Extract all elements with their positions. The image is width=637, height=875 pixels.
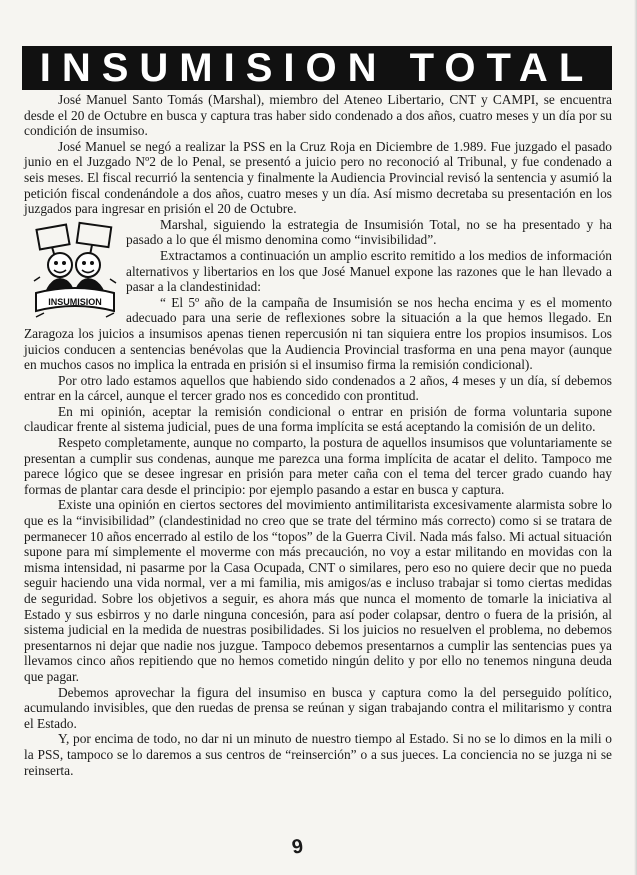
page-number: 9 <box>290 835 305 859</box>
paragraph-7: En mi opinión, aceptar la remisión condicional o entrar en prisión de forma voluntaria supone claudicar frente al sistema judicial, pues de una forma implícita se está aceptando la comisión de un delito. <box>24 403 612 435</box>
paragraph-5: “ El 5º año de la campaña de Insumisión se nos hecha encima y es el momento adecuado para una serie de reflexiones sobre la situación a la que hemos llegado. En Zaragoza los juicios a insumisos apenas tienen repercusión ni tan siquiera entre los propios insumisos. Los juicios conducen a sentencias benévolas que la Audiencia Provincial trasforma en una pena mayor (aunque en muchos casos no implica la entrada en prisión si el insumiso firma la remisión condicional). <box>24 294 612 373</box>
article-body <box>24 92 612 778</box>
paragraph-6: Por otro lado estamos aquellos que habiendo sido condenados a 2 años, 4 meses y un día, sí debemos entrar en la cárcel, aunque el tercer grado nos es concedido con prontitud. <box>24 372 612 404</box>
paragraph-4: Extractamos a continuación un amplio escrito remitido a los medios de información alternativos y libertarios en los que José Manuel expone las razones que le han llevado a pasar a la clandestinidad: <box>126 247 612 295</box>
svg-text:INSUMISION: INSUMISION <box>48 296 102 307</box>
paragraph-9: Existe una opinión en ciertos sectores del movimiento antimilitarista excesivamente alarmista sobre lo que es la “invisibilidad” (clandestinidad no creo que se trate del término más correcto) como si se tratara de permanecer 10 años encerrado al estilo de los “topos” de la Guerra Civil. Nada más falso. Mi actual situación supone para mí simplemente el moverme con más precaución, no voy a estar militando en movidas con la misma intensidad, ni pasarme por la Casa Ocupada, CNT o similares, pero eso no quiere decir que no pueda seguir haciendo una vida normal, ver a mi familia, mis amigos/as e incluso trabajar si tomo ciertas medidas de seguridad. Sobre los objetivos a seguir, es ahora más que nunca el momento de tomarle la iniciativa al Estado y sus esbirros y no darle ninguna concesión, para así poder colapsar, dentro o fuera de la prisión, al sistema judicial en la medida de nuestras posibilidades. Si los juicios no resuelven el problema, no debemos presentarnos ni dejar que nadie nos juzgue. Tampoco debemos presentarnos a cumplir las sentencias pues ya llevamos cinco años repitiendo que no hemos cometido ningún delito y por ello no tenemos ninguna deuda que pagar. <box>24 497 612 684</box>
paragraph-8: Respeto completamente, aunque no comparto, la postura de aquellos insumisos que voluntariamente se presentan a cumplir sus condenas, aunque me parezca una forma implícita de acatar el delito. Tampoco me parece lógico que se desee ingresar en prisión para meter caña con el tema del tercer grado cuando hay formas de plantar cara desde el principio: por ejemplo pasando a estar en busca y captura. <box>24 435 612 497</box>
protest-cartoon-icon <box>30 221 120 323</box>
paragraph-2: José Manuel se negó a realizar la PSS en la Cruz Roja en Diciembre de 1.989. Fue juzgado el pasado junio en el Juzgado Nº2 de lo Penal, se presentó a juicio pero no reconoció al Tribunal, y fue condenado a seis meses. El fiscal recurrió la sentencia y finalmente la Audiencia Provincial revisó la sentencia y asumió la petición fiscal condenándole a dos años, cuatro meses y un día. Así mismo decretaba su presentación en los juzgados para ingresar en prisión el 20 de Octubre. <box>24 138 612 217</box>
paragraph-10: Debemos aprovechar la figura del insumiso en busca y captura como la del perseguido político, acumulando invisibles, que den ruedas de prensa se reúnan y sigan trabajando contra el militarismo y contra el Estado. <box>24 684 612 731</box>
paragraph-1: José Manuel Santo Tomás (Marshal), miembro del Ateneo Libertario, CNT y CAMPI, se encuentra desde el 20 de Octubre en busca y captura tras haber sido condenado a dos años, cuatro meses y un día por su condición de insumiso. <box>24 92 612 139</box>
paragraph-3: Marshal, siguiendo la estrategia de Insumisión Total, no se ha presentado y ha pasado a lo que él mismo denomina como “invisibilidad”. <box>126 216 612 248</box>
paragraph-11: Y, por encima de todo, no dar ni un minuto de nuestro tiempo al Estado. Si no se lo dimos en la mili o la PSS, tampoco se lo daremos a sus centros de “reinserción” o a sus jueces. La conciencia no se juzga ni se reinserta. <box>24 731 612 778</box>
article-title: INSUMISION TOTAL <box>22 46 612 90</box>
